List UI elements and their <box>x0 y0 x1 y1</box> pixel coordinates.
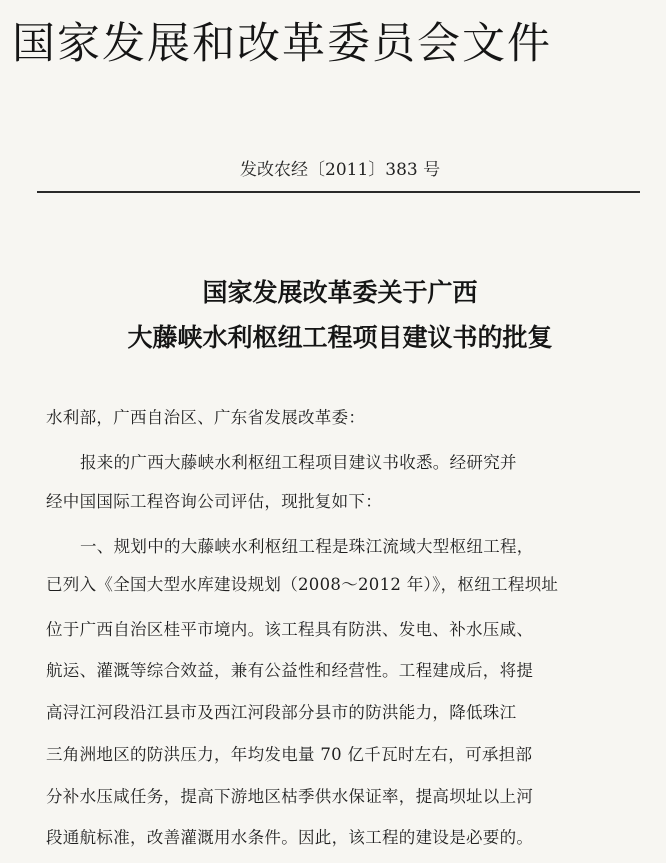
subject-title-line-1: 国家发展改革委关于广西 <box>202 278 478 307</box>
paragraph-1-line-1: 报来的广西大藤峡水利枢纽工程项目建议书收悉。经研究并 <box>80 453 517 472</box>
header-divider <box>37 191 640 193</box>
paragraph-2-line-1: 一、规划中的大藤峡水利枢纽工程是珠江流域大型枢纽工程， <box>80 537 534 556</box>
paragraph-2-line-2: 已列入《全国大型水库建设规划（2008～2012 年）》，枢纽工程坝址 <box>46 575 559 594</box>
paragraph-2-line-8: 段通航标准，改善灌溉用水条件。因此，该工程的建设是必要的。 <box>46 828 534 847</box>
paragraph-1-line-2: 经中国国际工程咨询公司评估，现批复如下： <box>46 492 382 511</box>
document-number: 发改农经〔2011〕383 号 <box>240 160 441 180</box>
recipients-line: 水利部，广西自治区、广东省发展改革委： <box>46 408 366 427</box>
paragraph-2-line-7: 分补水压咸任务，提高下游地区枯季供水保证率，提高坝址以上河 <box>46 787 534 806</box>
document-header-title: 国家发展和改革委员会文件 <box>12 19 552 69</box>
paragraph-2-line-5: 高浔江河段沿江县市及西江河段部分县市的防洪能力，降低珠江 <box>46 703 517 722</box>
subject-title-line-2: 大藤峡水利枢纽工程项目建议书的批复 <box>127 323 553 352</box>
paragraph-2-line-3: 位于广西自治区桂平市境内。该工程具有防洪、发电、补水压咸、 <box>46 620 534 639</box>
paragraph-2-line-4: 航运、灌溉等综合效益，兼有公益性和经营性。工程建成后，将提 <box>46 661 534 680</box>
paragraph-2-line-6: 三角洲地区的防洪压力，年均发电量 70 亿千瓦时左右，可承担部 <box>46 745 533 764</box>
